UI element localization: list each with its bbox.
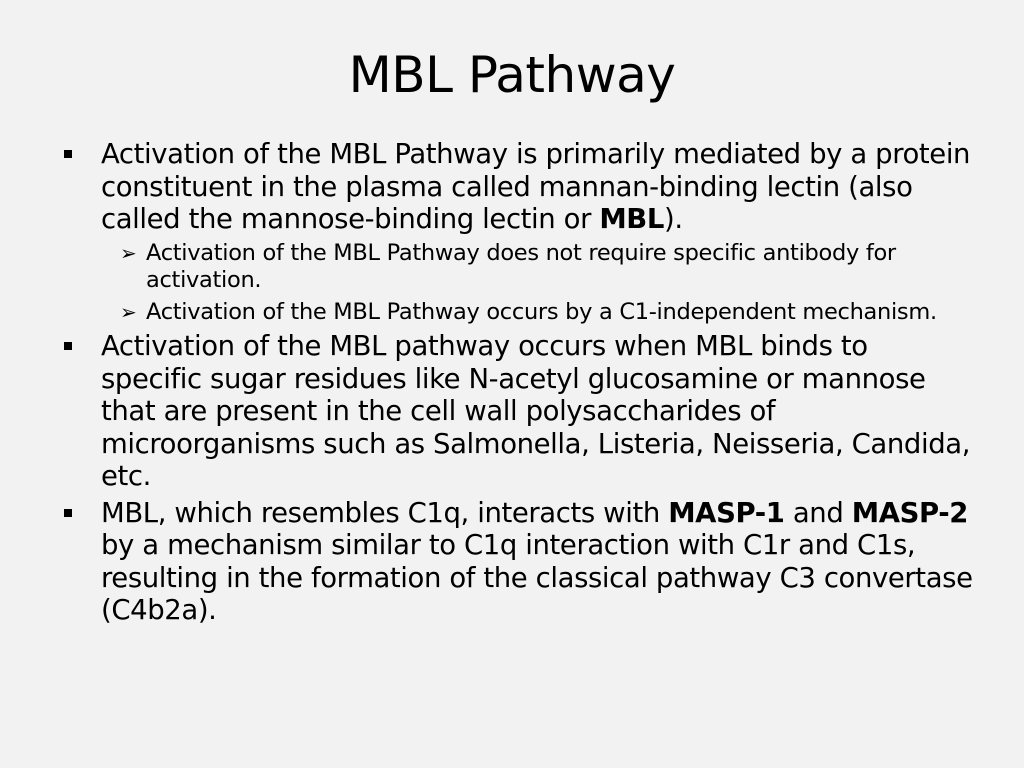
bullet-3-text-3: by a mechanism similar to C1q interaction with C1r and C1s, resulting in the formation of the classical pathway C3 convertase (C4b2a).: [101, 529, 973, 626]
bullet-3: [64, 497, 976, 627]
arrow-bullet-icon: ➢: [120, 299, 137, 324]
bullet-1: [64, 138, 976, 236]
bullet-2-text: Activation of the MBL pathway occurs when MBL binds to specific sugar residues like N-acetyl glucosamine or mannose that are present in the cell wall polysaccharides of microorganisms such as Salmonella, Listeria, Neisseria, Candida, etc.: [101, 330, 971, 492]
bullet-3-bold-2: MASP-2: [851, 496, 969, 529]
slide-title: MBL Pathway: [348, 46, 676, 104]
square-bullet-icon: [64, 509, 72, 517]
bullet-3-text-2: and: [784, 496, 852, 529]
sub-bullet-1: [64, 240, 976, 295]
bullet-1-bold: MBL: [599, 203, 664, 235]
bullet-1-end: ).: [663, 203, 683, 235]
square-bullet-icon: [64, 150, 72, 158]
arrow-bullet-icon: ➢: [120, 240, 137, 265]
bullet-2: [64, 330, 976, 493]
bullet-3-bold-1: MASP-1: [668, 496, 785, 529]
bullet-3-text-1: MBL, which resembles C1q, interacts with: [101, 496, 669, 529]
square-bullet-icon: [64, 342, 72, 350]
slide-body: [64, 138, 976, 631]
bullet-1-text: Activation of the MBL Pathway is primarily mediated by a protein constituent in the plasma called mannan-binding lectin (also called the mannose-binding lectin or: [101, 138, 971, 235]
sub-bullet-2-text: Activation of the MBL Pathway occurs by a C1-independent mechanism.: [146, 298, 937, 325]
sub-bullet-1-text: Activation of the MBL Pathway does not require specific antibody for activation.: [146, 239, 896, 293]
sub-bullet-2: [64, 299, 976, 327]
